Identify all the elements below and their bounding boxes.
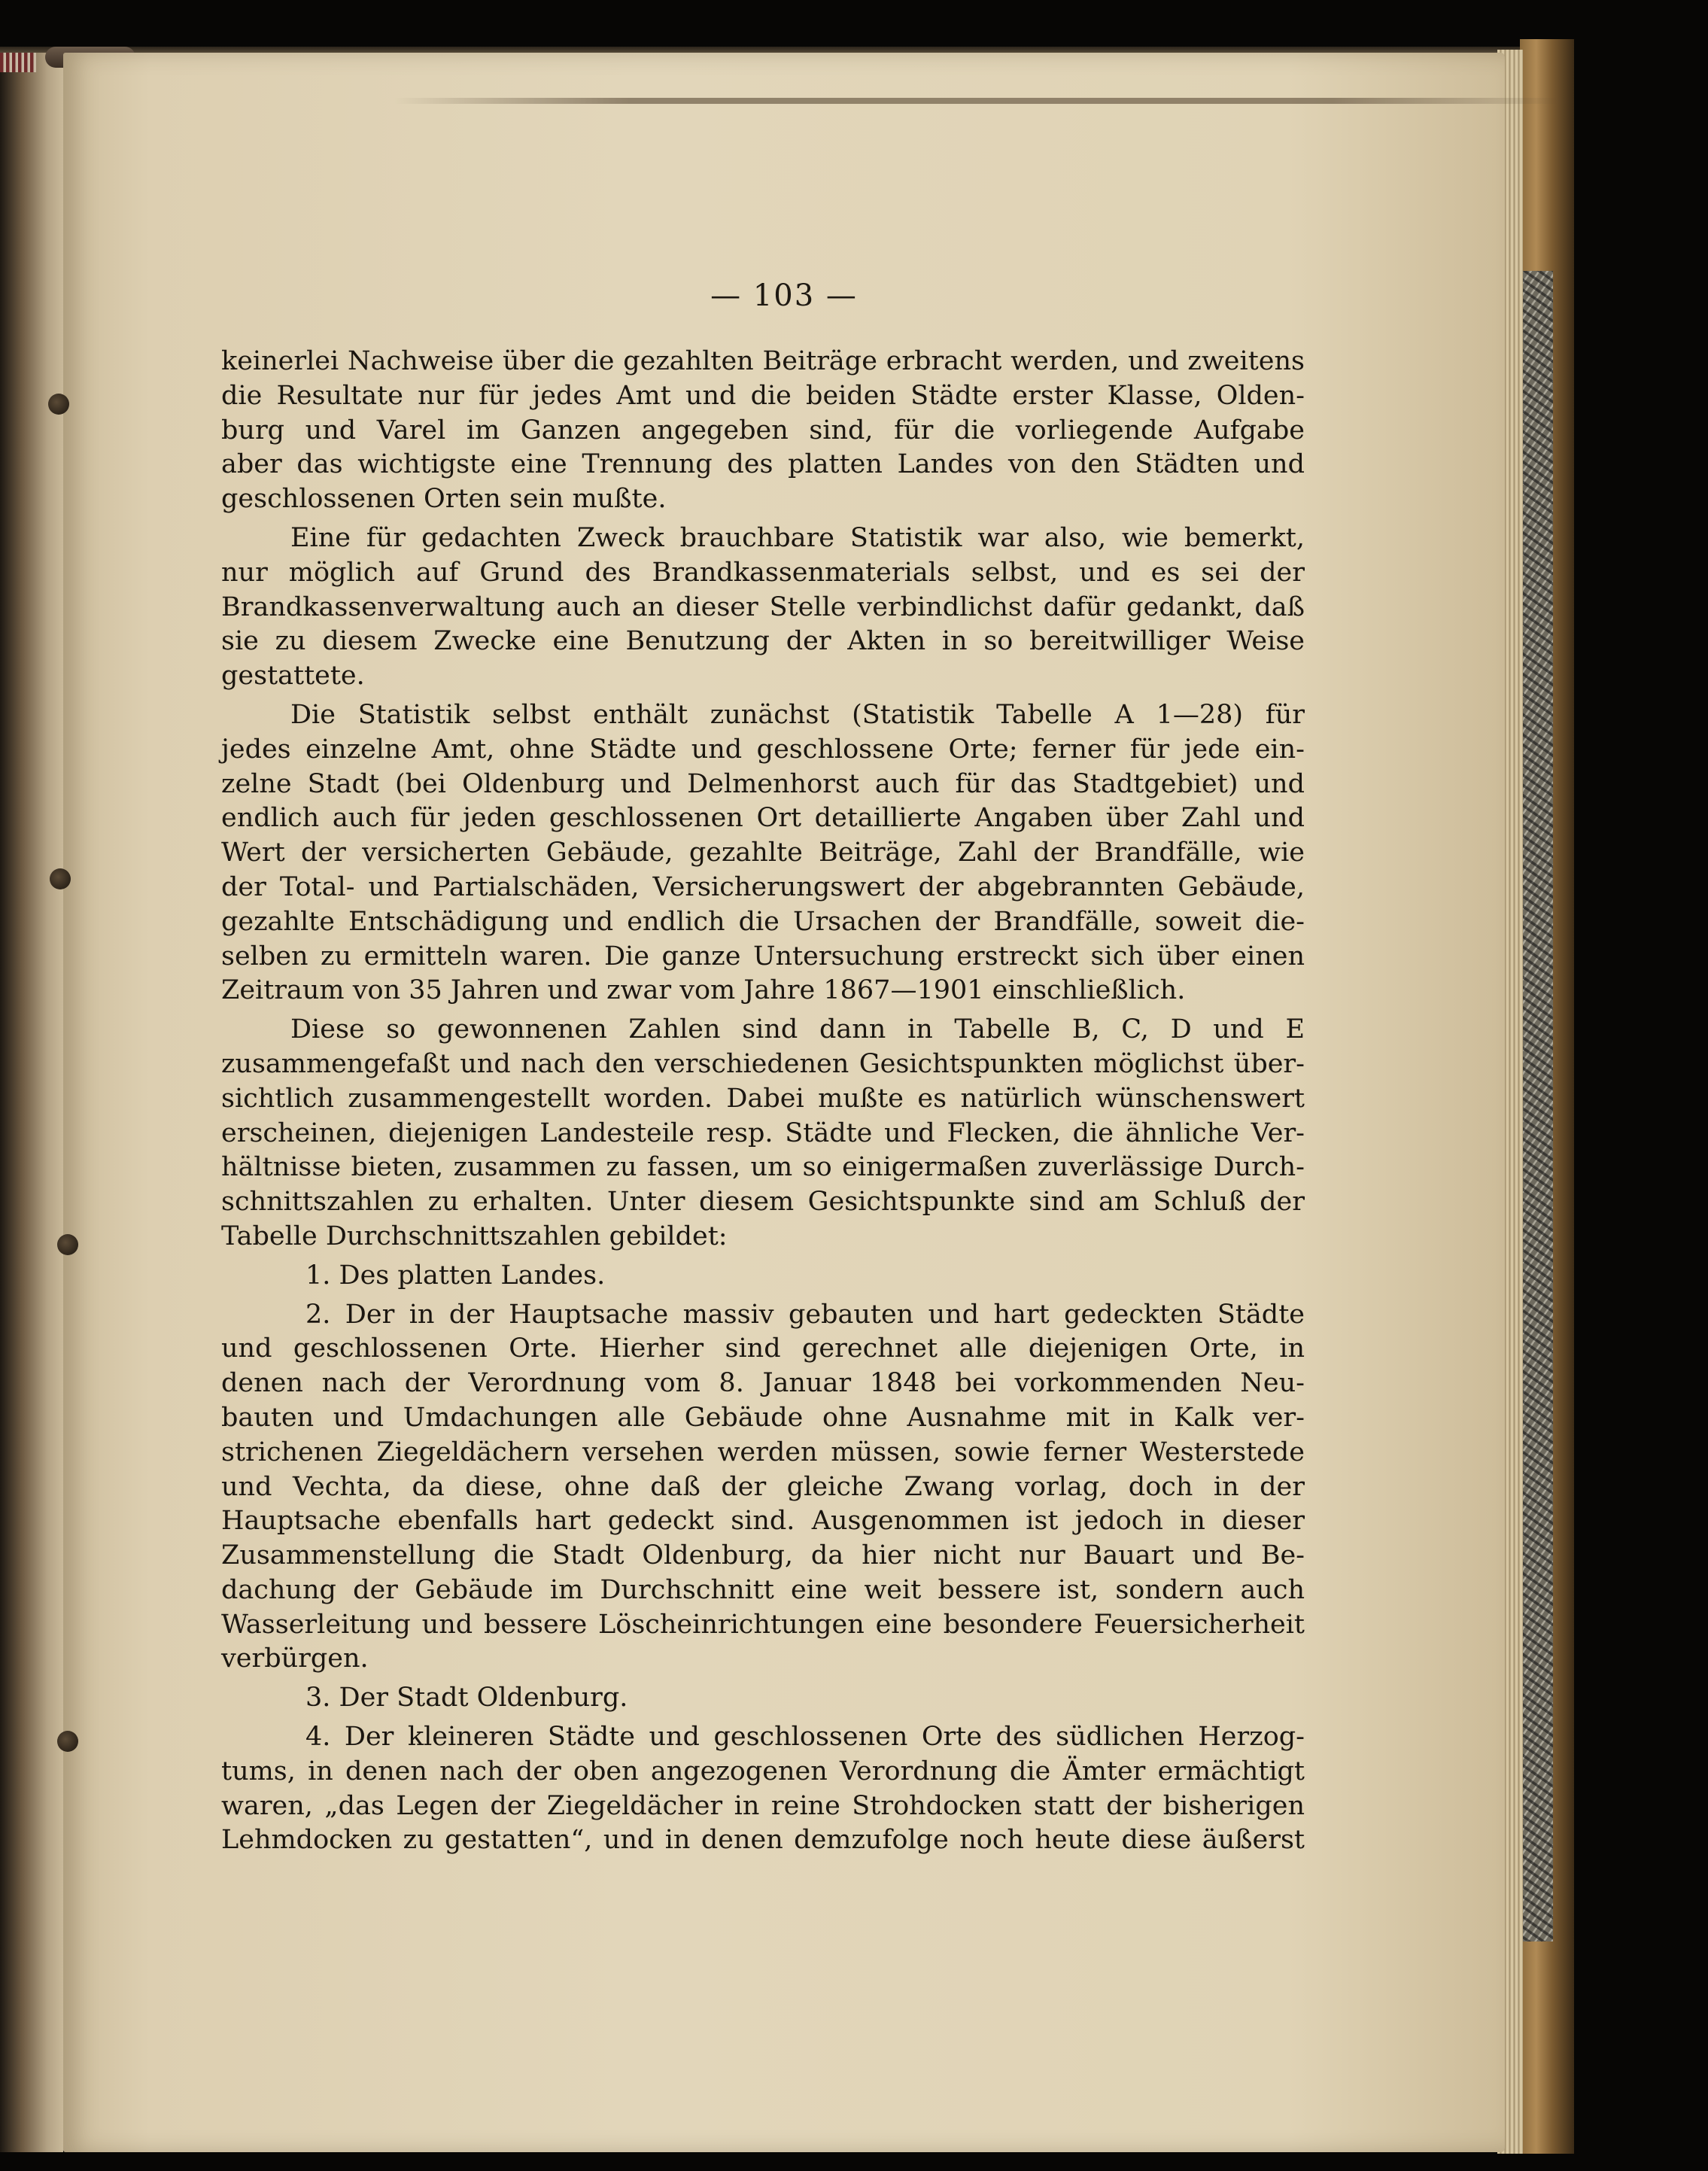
body-text bbox=[221, 345, 1305, 1858]
text-line: hältnisse bieten, zusammen zu fassen, um so einigermaßen zuverlässige Durch- bbox=[221, 1152, 1305, 1183]
text-line: 1. Des platten Landes. bbox=[305, 1260, 606, 1291]
text-line: burg und Varel im Ganzen angegeben sind, für die vorliegende Aufgabe bbox=[221, 415, 1305, 445]
text-line: geschlossenen Orten sein mußte. bbox=[221, 484, 667, 515]
text-line: erscheinen, diejenigen Landesteile resp. Städte und Flecken, die ähnliche Ver- bbox=[221, 1117, 1305, 1148]
list-item bbox=[221, 1298, 1305, 1677]
paragraph bbox=[221, 521, 1305, 694]
paragraph bbox=[221, 345, 1305, 517]
text-line: bauten und Umdachungen alle Gebäude ohne Ausnahme mit in Kalk ver- bbox=[221, 1402, 1305, 1433]
text-line: Zusammenstellung die Stadt Oldenburg, da hier nicht nur Bauart und Be- bbox=[221, 1540, 1305, 1571]
text-line: 2. Der in der Hauptsache massiv gebauten und hart gedeckten Städte bbox=[305, 1299, 1305, 1330]
list-item bbox=[221, 1681, 1305, 1716]
text-line: Diese so gewonnenen Zahlen sind dann in Tabelle B, C, D und E bbox=[290, 1014, 1305, 1045]
text-line: Lehmdocken zu gestatten“, und in denen demzufolge noch heute diese äußerst bbox=[221, 1825, 1305, 1856]
text-line: gestattete. bbox=[221, 661, 365, 692]
page-top-shadow bbox=[394, 98, 1568, 104]
text-line: die Resultate nur für jedes Amt und die beiden Städte erster Klasse, Olden- bbox=[221, 380, 1305, 411]
text-line: 4. Der kleineren Städte und geschlossenen Orte des südlichen Herzog- bbox=[305, 1722, 1305, 1753]
text-line: nur möglich auf Grund des Brandkassenmaterials selbst, und es sei der bbox=[221, 557, 1305, 588]
text-line: endlich auch für jeden geschlossenen Ort detaillierte Angaben über Zahl und bbox=[221, 803, 1305, 834]
text-line: zelne Stadt (bei Oldenburg und Delmenhorst auch für das Stadtgebiet) und bbox=[221, 768, 1305, 799]
text-line: und Vechta, da diese, ohne daß der gleiche Zwang vorlag, doch in der bbox=[221, 1471, 1305, 1502]
text-line: Die Statistik selbst enthält zunächst (Statistik Tabelle A 1—28) für bbox=[290, 699, 1305, 730]
text-line: aber das wichtigste eine Trennung des platten Landes von den Städten und bbox=[221, 449, 1305, 480]
text-line: selben zu ermitteln waren. Die ganze Untersuchung erstreckt sich über einen bbox=[221, 941, 1305, 971]
paragraph bbox=[221, 1013, 1305, 1254]
text-line: gezahlte Entschädigung und endlich die Ursachen der Brandfälle, soweit die- bbox=[221, 906, 1305, 937]
binding-hole bbox=[57, 1731, 78, 1752]
text-line: denen nach der Verordnung vom 8. Januar 1848 bei vorkommenden Neu- bbox=[221, 1368, 1305, 1399]
list-item bbox=[221, 1259, 1305, 1294]
facing-page-edge bbox=[0, 53, 63, 2152]
text-line: verbürgen. bbox=[221, 1643, 369, 1674]
text-line: tums, in denen nach der oben angezogenen Verordnung die Ämter ermächtigt bbox=[221, 1756, 1305, 1786]
list-item bbox=[221, 1720, 1305, 1858]
text-line: Tabelle Durchschnittszahlen gebildet: bbox=[221, 1221, 728, 1251]
text-line: zusammengefaßt und nach den verschiedenen Gesichtspunkten möglichst über- bbox=[221, 1048, 1305, 1079]
text-line: Zeitraum von 35 Jahren und zwar vom Jahre 1867—1901 einschließlich. bbox=[221, 975, 1186, 1006]
text-line: und geschlossenen Orte. Hierher sind gerechnet alle diejenigen Orte, in bbox=[221, 1333, 1305, 1364]
text-line: sichtlich zusammengestellt worden. Dabei mußte es natürlich wünschenswert bbox=[221, 1083, 1305, 1114]
bookmark-ribbon bbox=[0, 53, 36, 72]
binding-hole bbox=[50, 868, 71, 889]
binding-hole bbox=[57, 1234, 78, 1255]
page-number: — 103 — bbox=[710, 278, 858, 313]
text-line: Hauptsache ebenfalls hart gedeckt sind. Ausgenommen ist jedoch in dieser bbox=[221, 1506, 1305, 1537]
text-line: Wasserleitung und bessere Löscheinrichtungen eine besondere Feuersicherheit bbox=[221, 1609, 1305, 1640]
book-page bbox=[63, 53, 1505, 2152]
binding-hole bbox=[48, 394, 69, 415]
paragraph bbox=[221, 698, 1305, 1008]
text-line: waren, „das Legen der Ziegeldächer in reine Strohdocken statt der bisherigen bbox=[221, 1790, 1305, 1821]
text-line: keinerlei Nachweise über die gezahlten Beiträge erbracht werden, und zweitens bbox=[221, 346, 1305, 376]
text-line: dachung der Gebäude im Durchschnitt eine weit bessere ist, sondern auch bbox=[221, 1574, 1305, 1605]
text-line: Eine für gedachten Zweck brauchbare Statistik war also, wie bemerkt, bbox=[290, 522, 1305, 553]
text-line: strichenen Ziegeldächern versehen werden müssen, sowie ferner Westerstede bbox=[221, 1437, 1305, 1467]
text-line: Brandkassenverwaltung auch an dieser Stelle verbindlichst dafür gedankt, daß bbox=[221, 591, 1305, 622]
text-line: jedes einzelne Amt, ohne Städte und geschlossene Orte; ferner für jede ein- bbox=[221, 734, 1305, 765]
text-line: schnittszahlen zu erhalten. Unter diesem Gesichtspunkte sind am Schluß der bbox=[221, 1187, 1305, 1218]
text-line: 3. Der Stadt Oldenburg. bbox=[305, 1683, 628, 1713]
text-line: sie zu diesem Zwecke eine Benutzung der Akten in so bereitwilliger Weise bbox=[221, 626, 1305, 657]
text-line: der Total- und Partialschäden, Versicherungswert der abgebrannten Gebäude, bbox=[221, 871, 1305, 902]
text-line: Wert der versicherten Gebäude, gezahlte Beiträge, Zahl der Brandfälle, wie bbox=[221, 838, 1305, 868]
